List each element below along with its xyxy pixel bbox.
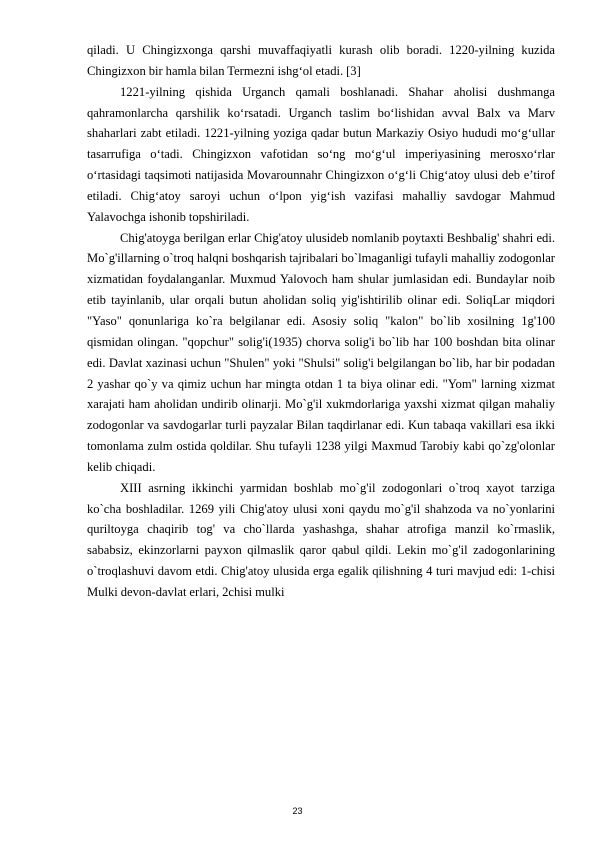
paragraph-2: 1221-yilning qishida Urganch qamali boshlanadi. Shahar aholisi dushmanga qahramonlarcha qarshilik ko‘rsatadi. Urganch taslim bo‘lishidan avval Balx va Marv shaharlari zabt etiladi. 1221-yilning yoziga qadar butun Markaziy Osiyo hududi mo‘g‘ullar tasarrufiga o‘tadi. Chingizxon vafotidan so‘ng mo‘g‘ul imperiyasining merosxo‘rlar o‘rtasidagi taqsimoti natijasida Movarounnahr Chingizxon o‘g‘li Chig‘atoy ulusi deb e’tirof etiladi. Chig‘atoy saroyi uchun o‘lpon yig‘ish vazifasi mahalliy savdogar Mahmud Yalavochga ishonib topshiriladi. bbox=[87, 84, 555, 224]
paragraph-1: qiladi. U Chingizxonga qarshi muvaffaqiyatli kurash olib boradi. 1220-yilning kuzida Chingizxon bir hamla bilan Termezni ishg‘ol etadi. [3] bbox=[87, 43, 555, 78]
paragraph-3: Chig'atoyga berilgan erlar Chig'atoy ulusideb nomlanib poytaxti Beshbalig' shahri edi. Mo`g'illarning o`troq halqni boshqarish tajribalari bo`lmaganligi tufayli mahalliy zodogonlar xizmatidan foydalanganlar. Muxmud Yalovoch ham shular jumlasidan edi. Bundaylar noib etib tayinlanib, ular orqali butun aholidan soliq yig'ishtirilib olinar edi. SoliqLar miqdori "Yaso" qonunlariga ko`ra belgilanar edi. Asosiy soliq "kalon" bo`lib xosilning 1g'100 qismidan olingan. "qopchur" solig'i(1935) chorva solig'i bo`lib har 100 boshdan bita olinar edi. Davlat xazinasi uchun "Shulen" yoki "Shulsi" solig'i belgilangan bo`lib, har bir podadan 2 yashar qo`y va qimiz uchun har mingta otdan 1 ta biya olinar edi. "Yom" larning xizmat xarajati ham aholidan undirib olinarji. Mo`g'il xukmdorlariga yaxshi xizmat qilgan mahaliy zodogonlar va savdogarlar turli payzalar Bilan taqdirlanar edi. Kun tabaqa vakillari esa ikki tomonlama zulm ostida qoldilar. Shu tufayli 1238 yilgi Maxmud Tarobiy kabi qo`zg'olonlar kelib chiqadi. bbox=[87, 230, 555, 474]
paragraph-4: XIII asrning ikkinchi yarmidan boshlab mo`g'il zodogonlari o`troq xayot tarziga ko`cha boshladilar. 1269 yili Chig'atoy ulusi xoni qaydu mo`g'il shahzoda va no`yonlarini quriltoyga chaqirib tog' va cho`llarda yashashga, shahar atrofiga manzil ko`rmaslik, sababsiz, ekinzorlarni payxon qilmaslik qaror qabul qildi. Lekin mo`g'il zadogonlarining o`troqlashuvi davom etdi. Chig'atoy ulusida erga egalik qilishning 4 turi mavjud edi: 1-chisi Mulki devon-davlat erlari, 2chisi mulki bbox=[87, 480, 555, 599]
body-text bbox=[87, 40, 555, 603]
page-number: 23 bbox=[292, 806, 303, 816]
